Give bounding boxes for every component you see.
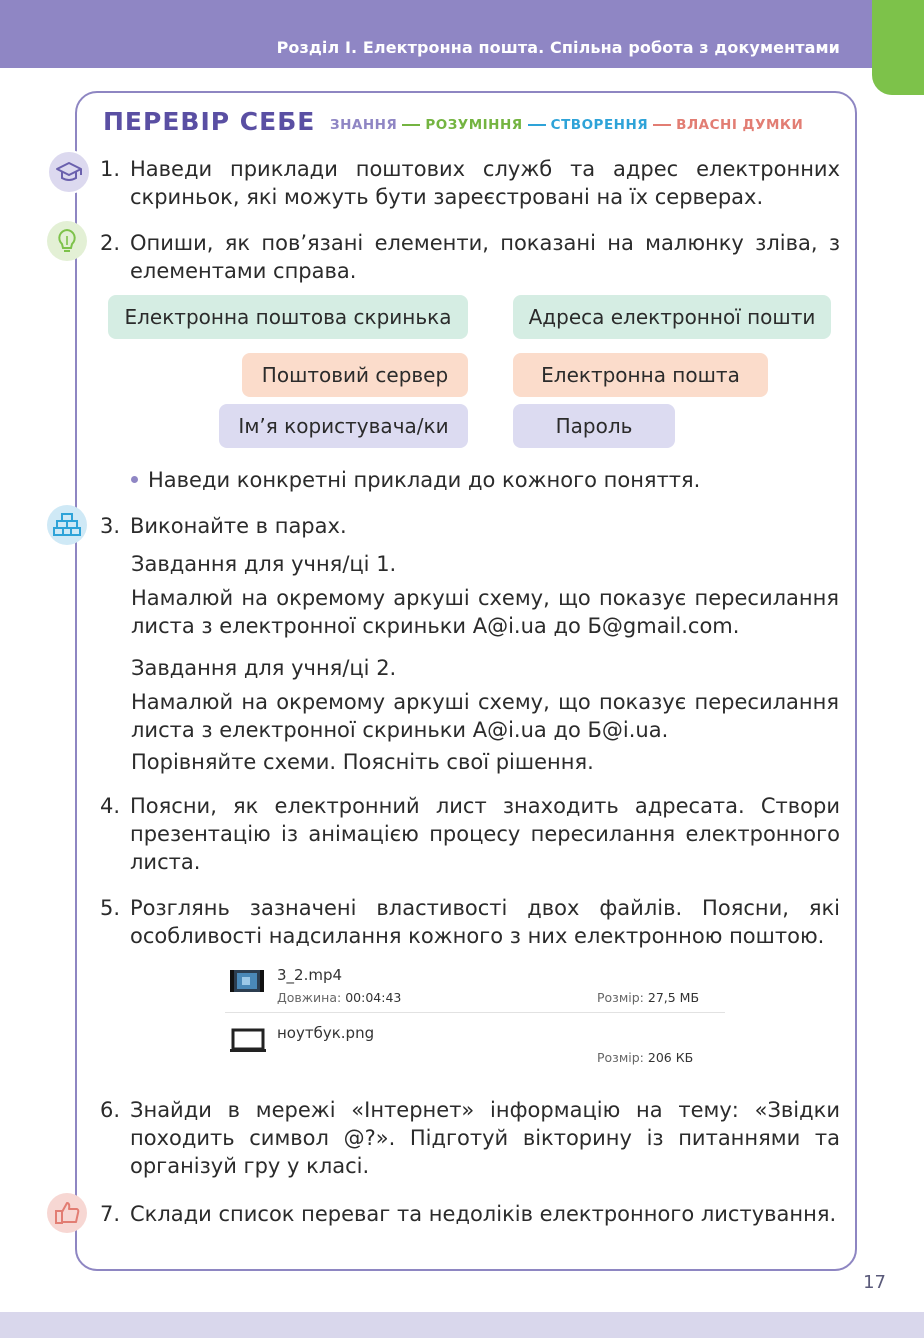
knowledge-levels <box>330 117 803 133</box>
task-7: 7. Склади список переваг та недоліків електронного листування. <box>100 1202 837 1226</box>
video-file-icon <box>229 968 265 998</box>
thumbs-up-icon <box>47 1193 87 1233</box>
file-properties-panel <box>225 962 730 1072</box>
section-title: ПЕРЕВІР СЕБЕ <box>103 107 316 136</box>
task-3-part2-title: Завдання для учня/ці 2. <box>131 656 397 680</box>
level-creation: СТВОРЕННЯ <box>550 117 649 133</box>
task-5: 5. Розглянь зазначені властивості двох файлів. Поясни, які особливості надсилання кожного з них електронною поштою. <box>100 896 840 948</box>
header-bar <box>0 0 880 68</box>
task-2-bullet: Наведи конкретні приклади до кожного поняття. <box>131 466 700 494</box>
level-knowledge: ЗНАННЯ <box>330 117 398 133</box>
match-right-email: Електронна пошта <box>513 353 768 397</box>
task-3-part2-text: Намалюй на окремому аркуші схему, що показує пересилання листа з електронної скриньки А@i.ua до Б@i.ua. <box>131 690 839 742</box>
page-number: 17 <box>863 1272 886 1293</box>
file-2-name: ноутбук.png <box>277 1024 375 1042</box>
match-left-username: Ім’я користувача/ки <box>219 404 468 448</box>
task-1: 1. Наведи приклади поштових служб та адрес електронних скриньок, які можуть бути зареєстровані на їх серверах. <box>100 157 840 209</box>
task-4: 4. Поясни, як електронний лист знаходить адресата. Створи презентацію із анімацією процесу пересилання електронного листа. <box>100 794 840 874</box>
graduation-cap-icon <box>47 150 91 194</box>
file-separator <box>225 1012 725 1013</box>
level-understanding: РОЗУМІННЯ <box>425 117 523 133</box>
task-3: 3. Виконайте в парах. <box>100 514 347 538</box>
bottom-bar <box>0 1312 924 1338</box>
header-title: Розділ І. Електронна пошта. Спільна робота з документами <box>276 38 840 57</box>
image-file-icon <box>229 1028 267 1058</box>
match-left-mail-server: Поштовий сервер <box>242 353 468 397</box>
lightbulb-icon <box>47 221 87 261</box>
bullet-dot-icon <box>131 476 138 483</box>
file-1-size: Розмір: 27,5 МБ <box>597 990 700 1005</box>
blocks-icon <box>47 505 87 545</box>
task-3-part1-title: Завдання для учня/ці 1. <box>131 552 397 576</box>
match-right-email-address: Адреса електронної пошти <box>513 295 831 339</box>
match-left-mailbox: Електронна поштова скринька <box>108 295 468 339</box>
task-3-conclusion: Порівняйте схеми. Поясніть свої рішення. <box>131 750 594 774</box>
task-6: 6. Знайди в мережі «Інтернет» інформацію на тему: «Звідки походить символ @?». Підготуй вікторину із питаннями та організуй гру у класі. <box>100 1098 840 1178</box>
task-3-part1-text: Намалюй на окремому аркуші схему, що показує пересилання листа з електронної скриньки А@i.ua до Б@gmail.com. <box>131 586 839 638</box>
task-2: 2. Опиши, як пов’язані елементи, показані на малюнку зліва, з елементами справа. <box>100 231 840 283</box>
match-right-password: Пароль <box>513 404 675 448</box>
file-2-size: Розмір: 206 КБ <box>597 1050 694 1065</box>
level-own-thoughts: ВЛАСНІ ДУМКИ <box>676 117 804 133</box>
chapter-tab <box>872 0 924 95</box>
file-1-duration: Довжина: 00:04:43 <box>277 990 402 1005</box>
file-1-name: 3_2.mp4 <box>277 966 343 984</box>
